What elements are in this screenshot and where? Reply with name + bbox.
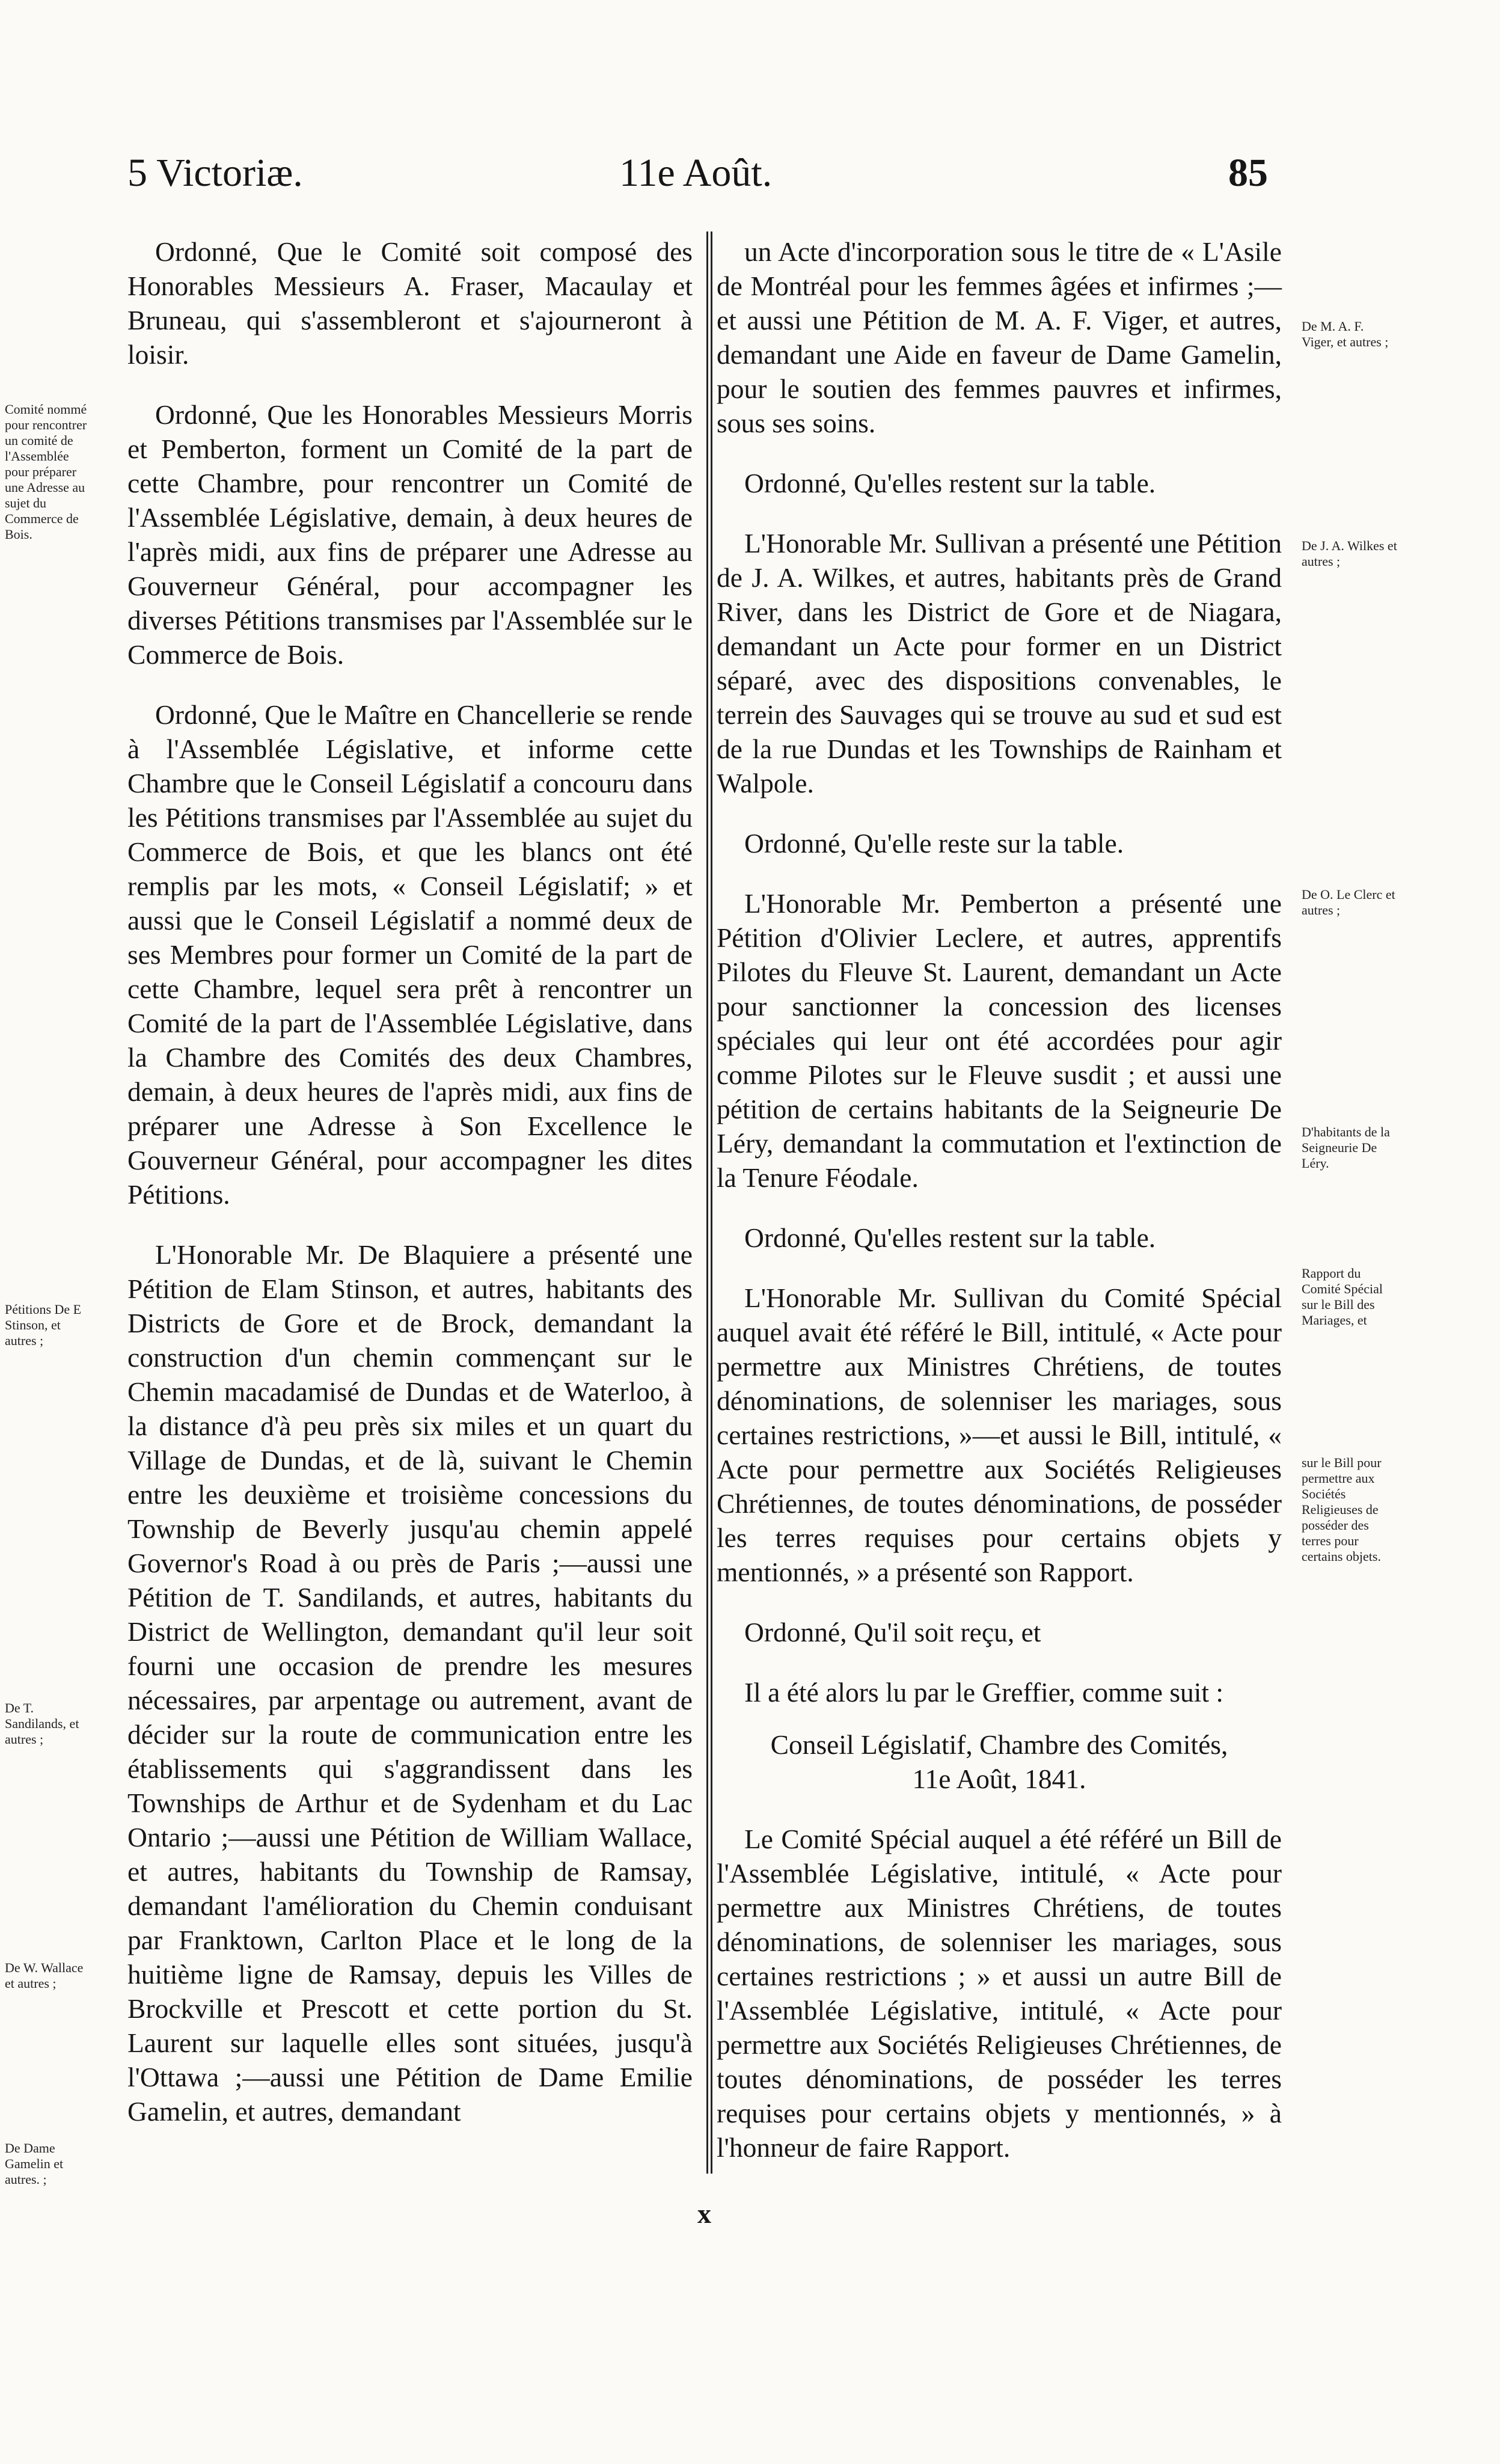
paragraph: un Acte d'incorporation sous le titre de « L'Asile de Montréal pour les femmes âgées et infirmes ;—et aussi une Pétition de M. A. F. Viger, et autres, demandant une Aide en faveur de Dame Gamelin, pour le soutien des femmes pauvres et infirmes, sous ses soins. <box>717 236 1282 438</box>
paragraph: Ordonné, Que les Honorables Messieurs Morris et Pemberton, forment un Comité de la part de cette Chambre, pour rencontrer un Comité de l'Assemblée Législative, demain, à deux heures de l'après midi, aux fins de préparer une Adresse au Gouverneur Général, pour accompagner les diverses Pétitions transmises par l'Assemblée sur le Commerce de Bois. <box>127 399 693 670</box>
margin-note: De O. Le Clerc et autres ; <box>1302 887 1395 918</box>
margin-note: sur le Bill pour permettre aux Sociétés Religieuses de posséder des terres pour certains objets. <box>1302 1455 1382 1564</box>
header-session: 5 Victoriæ. <box>127 151 303 195</box>
page-number: 85 <box>1228 151 1268 195</box>
paragraph: Ordonné, Que le Comité soit composé des Honorables Messieurs A. Fraser, Macaulay et Bruneau, qui s'assembleront et s'ajourneront à loisir. <box>127 236 693 370</box>
paragraph: Le Comité Spécial auquel a été référé un Bill de l'Assemblée Législative, intitulé, « Acte pour permettre aux Ministres Chrétiens, de toutes dénominations, de solenniser les mariages, sous certaines restrictions ; » et aussi un autre Bill de l'Assemblée Législative, intitulé, « Acte pour permettre aux Sociétés Religieuses Chrétiennes, de toutes dénominations, de posséder les terres requises pour certains objets y mentionnés, » à l'honneur de faire Rapport. <box>717 1824 1282 2163</box>
paragraph: L'Honorable Mr. Sullivan du Comité Spécial auquel avait été référé le Bill, intitulé, « Acte pour permettre aux Ministres Chrétiens, de toutes dénominations, de solenniser les mariages, sous certaines restrictions, »—et aussi le Bill, intitulé, « Acte pour permettre aux Sociétés Religieuses Chrétiennes, de toutes dénominations, de posséder les terres requises pour certains objets y mentionnés, » a présenté son Rapport. <box>717 1283 1282 1587</box>
margin-note: Pétitions De E Stinson, et autres ; <box>5 1302 82 1348</box>
margin-note: Rapport du Comité Spécial sur le Bill des Mariages, et <box>1302 1266 1383 1328</box>
paragraph: Il a été alors lu par le Greffier, comme suit : <box>744 1677 1224 1708</box>
header-date: 11e Août. <box>619 151 773 195</box>
margin-note: De J. A. Wilkes et autres ; <box>1302 538 1397 569</box>
right-column <box>717 234 1282 2190</box>
paragraph: Ordonné, Qu'elle reste sur la table. <box>744 828 1124 859</box>
paragraph: Ordonné, Que le Maître en Chancellerie se rende à l'Assemblée Législative, et informe cette Chambre que le Conseil Législatif a concouru dans les Pétitions transmises par l'Assemblée au sujet du Commerce de Bois, et que les blancs ont été remplis par les mots, « Conseil Législatif; » et aussi que le Conseil Législatif a nommé deux de ses Membres pour former un Comité de la part de cette Chambre, lequel sera prêt à rencontrer un Comité de la part de l'Assemblée Législative, dans la Chambre des Comités des deux Chambres, demain, à deux heures de l'après midi, aux fins de préparer une Adresse à Son Excellence le Gouverneur Général, pour accompagner les dites Pétitions. <box>127 699 693 1210</box>
paragraph: Ordonné, Qu'elles restent sur la table. <box>744 468 1156 498</box>
margin-note: D'habitants de la Seigneurie De Léry. <box>1302 1124 1390 1171</box>
margin-note: Comité nommé pour rencontrer un comité de l'Assemblée pour préparer une Adresse au sujet du Commerce de Bois. <box>5 402 87 542</box>
column-divider <box>711 231 712 2174</box>
paragraph: Ordonné, Qu'elles restent sur la table. <box>744 1222 1156 1253</box>
report-heading: Conseil Législatif, Chambre des Comités, <box>770 1729 1228 1760</box>
margin-note: De W. Wallace et autres ; <box>5 1960 84 1991</box>
report-date: 11e Août, 1841. <box>912 1764 1086 1794</box>
left-column <box>127 234 693 2154</box>
signature-mark: x <box>697 2198 711 2229</box>
paragraph: L'Honorable Mr. De Blaquiere a présenté une Pétition de Elam Stinson, et autres, habitants des Districts de Gore et de Brock, demandant la construction d'un chemin commençant sur le Chemin macadamisé de Dundas et de Waterloo, à la distance d'à peu près six miles et un quart du Village de Dundas, et de là, suivant le Chemin entre les deuxième et troisième concessions du Township de Beverly jusqu'au chemin appelé Governor's Road à ou près de Paris ;—aussi une Pétition de T. Sandilands, et autres, habitants du District de Wellington, demandant qu'il leur soit fourni une occasion de prendre les mesures nécessaires, par arpentage ou autrement, avant de décider sur la route de communication entre les établissements qui s'aggrandissent dans les Townships de Arthur et de Sydenham et du Lac Ontario ;—aussi une Pétition de William Wallace, et autres, habitants du Township de Ramsay, demandant l'amélioration du Chemin conduisant par Franktown, Carlton Place et le long de la huitième ligne de Ramsay, depuis les Villes de Brockville et Prescott et cette portion du St. Laurent sur laquelle elles sont situées, jusqu'à l'Ottawa ;—aussi une Pétition de Dame Emilie Gamelin, et autres, demandant <box>127 1239 693 2127</box>
margin-note: De Dame Gamelin et autres. ; <box>5 2141 64 2187</box>
paragraph: Ordonné, Qu'il soit reçu, et <box>744 1617 1041 1647</box>
paragraph: L'Honorable Mr. Pemberton a présenté une Pétition d'Olivier Leclere, et autres, apprentifs Pilotes du Fleuve St. Laurent, demandant un Acte pour sanctionner la concession des licenses spéciales qui leur ont été accordées pour agir comme Pilotes sur le Fleuve susdit ; et aussi une pétition de certains habitants de la Seigneurie De Léry, demandant la commutation et l'extinction de la Tenure Féodale. <box>717 888 1282 1193</box>
margin-note: De T. Sandilands, et autres ; <box>5 1700 79 1747</box>
paragraph: L'Honorable Mr. Sullivan a présenté une Pétition de J. A. Wilkes, et autres, habitants près de Grand River, dans les District de Gore et de Niagara, demandant un Acte pour former en un District séparé, avec des dispositions convenables, le terrein des Sauvages qui se trouve au sud et sud est de la rue Dundas et les Townships de Rainham et Walpole. <box>717 528 1282 798</box>
column-divider <box>706 231 708 2174</box>
margin-note: De M. A. F. Viger, et autres ; <box>1302 319 1389 349</box>
